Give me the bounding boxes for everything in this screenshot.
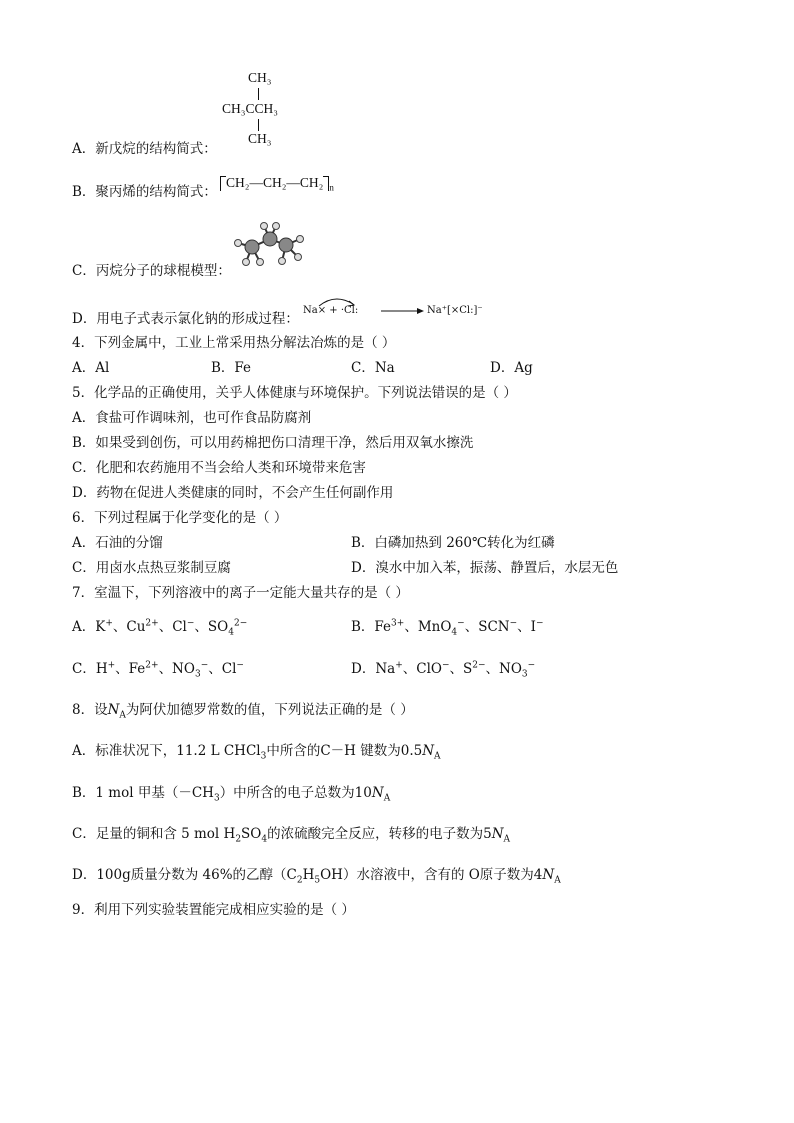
- reactants: Na× + ·Cl:: [303, 305, 359, 316]
- na-symbol: N: [107, 702, 120, 718]
- q4-stem: 4．下列金属中，工业上常采用热分解法冶炼的是（ ）: [72, 335, 396, 351]
- na-subscript: A: [503, 834, 511, 845]
- q8-b-pre: B．1 mol 甲基（－CH: [72, 785, 214, 801]
- q3-option-d: D．用电子式表示氯化钠的形成过程：: [72, 311, 299, 327]
- reaction-arrow-icon: [381, 308, 425, 314]
- q6-option-d: D．溴水中加入苯，振荡、静置后，水层无色: [351, 560, 619, 576]
- q8-c-pre: C．足量的铜和含 5 mol H: [72, 826, 236, 842]
- q8-c-mid: 的浓硫酸完全反应，转移的电子数为5: [267, 826, 492, 842]
- q4-option-a: A．Al: [72, 360, 110, 376]
- q9-stem: 9．利用下列实验装置能完成相应实验的是（ ）: [72, 902, 355, 918]
- q5-option-d: D．药物在促进人类健康的同时，不会产生任何副作用: [72, 485, 394, 501]
- na-subscript: A: [554, 875, 561, 886]
- neopentane-formula: [222, 70, 302, 150]
- bond-line: [258, 119, 259, 131]
- q5-option-b: B．如果受到创伤，可以用药棉把伤口清理干净，然后用双氧水擦洗: [72, 435, 474, 451]
- q8-option-b: B．1 mol 甲基$(-CH_3)$中所含的电子总数为$10N_A$: [72, 785, 391, 804]
- q5-option-a: A．食盐可作调味剂，也可作食品防腐剂: [72, 410, 312, 426]
- q6-option-c: C．用卤水点热豆浆制豆腐: [72, 560, 231, 576]
- q8-option-a: A．标准状况下，11.2 L CHCl$_3$中所含的C－H 键数为$0.5N_A$: [72, 743, 441, 762]
- q8-d-pre: D．100g质量分数为 46%的乙醇（C: [72, 867, 297, 883]
- formula-top: CH₃: [248, 70, 272, 85]
- q7-option-c: C．H+、$Fe^{2+}$、$NO_3^-$、Cl−: [72, 660, 244, 680]
- q8-option-c: C．足量的铜和含 5 mol $H_2SO_4$的浓硫酸完全反应，转移的电子数为$5N_A$: [72, 826, 511, 845]
- na-symbol: N: [371, 785, 384, 801]
- q4-option-b: B．Fe: [211, 360, 252, 376]
- na-subscript: A: [119, 710, 126, 721]
- product: Na⁺[×Cl:]⁻: [427, 305, 483, 316]
- polymer-unit: CH₂—CH₂—CH₂: [226, 175, 324, 190]
- q8-stem: [72, 701, 414, 719]
- polymer-n: n: [329, 182, 334, 193]
- q7-option-d: D．Na+、ClO−、$S^{2-}$、$NO_3^-$: [351, 660, 536, 680]
- q5-stem: 5．化学品的正确使用，关乎人体健康与环境保护。下列说法错误的是（ ）: [72, 385, 517, 401]
- q5-option-c: C．化肥和农药施用不当会给人类和环境带来危害: [72, 460, 366, 476]
- q8-stem-post: 为阿伏加德罗常数的值，下列说法正确的是（ ）: [125, 702, 414, 718]
- formula-bottom: CH₃: [248, 131, 272, 146]
- q7-stem: 7．室温下，下列溶液中的离子一定能大量共存的是（ ）: [72, 585, 409, 601]
- q6-option-a: A．石油的分馏: [72, 535, 163, 551]
- q8-b-mid: ）中所含的电子总数为10: [219, 785, 372, 801]
- electron-formula-nacl: [303, 296, 483, 322]
- q7-option-b: B．$Fe^{3+}$、MnO$_4$−、SCN−、I−: [351, 618, 544, 638]
- propane-ball-stick-model: [232, 219, 308, 269]
- na-symbol: N: [542, 867, 555, 883]
- bond-line: [258, 88, 259, 100]
- q8-stem-pre: 8．设: [72, 702, 108, 718]
- formula-mid: CH₃CCH₃: [222, 101, 278, 116]
- q4-option-c: C．Na: [351, 360, 395, 376]
- q6-stem: 6．下列过程属于化学变化的是（ ）: [72, 510, 288, 526]
- q6-option-b: B．白磷加热到 260℃转化为红磷: [351, 535, 555, 551]
- q8-d-mid: OH）水溶液中，含有的 O原子数为4: [320, 867, 543, 883]
- q4-option-d: D．Ag: [490, 360, 533, 376]
- q8-a-pre: A．标准状况下，11.2 L CHCl: [72, 743, 261, 759]
- na-symbol: N: [422, 743, 435, 759]
- q3-option-c: C．丙烷分子的球棍模型：: [72, 263, 231, 279]
- na-subscript: A: [383, 793, 391, 804]
- q8-a-mid: 中所含的C－H 键数为0.5: [266, 743, 423, 759]
- na-symbol: N: [491, 826, 504, 842]
- q3-option-a: A．新戊烷的结构简式：: [72, 141, 217, 157]
- na-subscript: A: [434, 751, 441, 762]
- q8-option-d: D．100g质量分数为 46%的乙醇$(C_2H_5OH)$水溶液中，含有的 O原子数为$4N_A$: [72, 867, 561, 886]
- polypropylene-formula: [220, 175, 334, 197]
- q7-option-a: A．K+、$Cu^{2+}$、Cl−、$SO_4^{2-}$: [72, 618, 248, 638]
- q3-option-b: B．聚丙烯的结构简式：: [72, 184, 217, 200]
